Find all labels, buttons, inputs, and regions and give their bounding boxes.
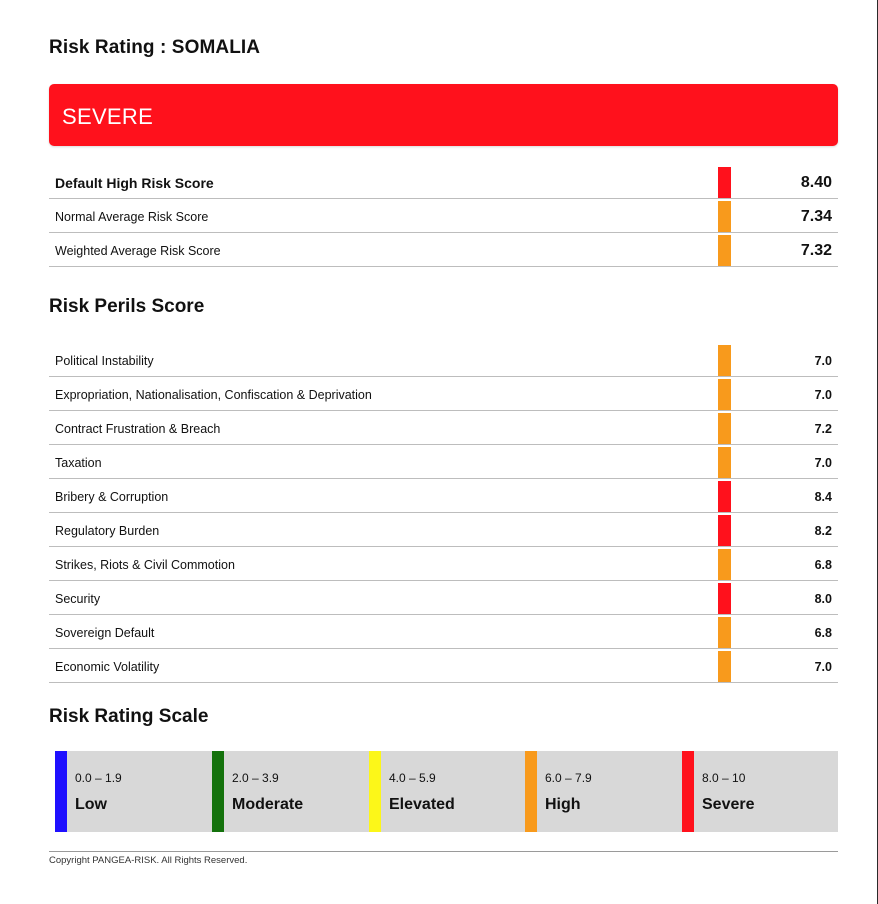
risk-level-swatch bbox=[718, 201, 731, 232]
risk-level-banner bbox=[49, 84, 838, 146]
risk-score-table bbox=[49, 166, 838, 267]
scale-label: Low bbox=[75, 796, 107, 813]
scale-color-bar bbox=[369, 751, 381, 832]
score-value: 7.32 bbox=[800, 242, 832, 259]
scale-label: Elevated bbox=[389, 796, 455, 813]
risk-perils-table bbox=[49, 344, 838, 683]
peril-row bbox=[49, 378, 838, 411]
risk-level-swatch bbox=[718, 235, 731, 266]
risk-level-swatch bbox=[718, 549, 731, 580]
risk-level-label: SEVERE bbox=[62, 104, 154, 129]
perils-heading: Risk Perils Score bbox=[49, 296, 205, 317]
risk-level-swatch bbox=[718, 413, 731, 444]
scale-range: 8.0 – 10 bbox=[702, 771, 746, 785]
peril-score: 7.0 bbox=[814, 388, 832, 402]
peril-label: Strikes, Riots & Civil Commotion bbox=[55, 558, 235, 572]
score-row bbox=[49, 234, 838, 267]
peril-label: Economic Volatility bbox=[55, 660, 160, 674]
peril-label: Political Instability bbox=[55, 354, 154, 368]
scale-heading: Risk Rating Scale bbox=[49, 706, 209, 727]
peril-row bbox=[49, 650, 838, 683]
scale-range: 4.0 – 5.9 bbox=[389, 771, 436, 785]
risk-level-swatch bbox=[718, 379, 731, 410]
scale-item-severe bbox=[682, 751, 832, 832]
peril-label: Expropriation, Nationalisation, Confiscation & Deprivation bbox=[55, 388, 372, 402]
peril-score: 8.2 bbox=[814, 524, 832, 538]
scale-range: 2.0 – 3.9 bbox=[232, 771, 279, 785]
peril-row bbox=[49, 480, 838, 513]
page-title: Risk Rating : SOMALIA bbox=[49, 37, 261, 58]
scale-color-bar bbox=[682, 751, 694, 832]
peril-row bbox=[49, 616, 838, 649]
peril-score: 8.0 bbox=[814, 592, 832, 606]
copyright-text: Copyright PANGEA-RISK. All Rights Reserved. bbox=[49, 855, 248, 866]
score-label: Normal Average Risk Score bbox=[55, 210, 209, 224]
peril-label: Regulatory Burden bbox=[55, 524, 160, 538]
peril-row bbox=[49, 412, 838, 445]
risk-level-swatch bbox=[718, 481, 731, 512]
peril-label: Taxation bbox=[55, 456, 102, 470]
risk-level-swatch bbox=[718, 515, 731, 546]
peril-row bbox=[49, 548, 838, 581]
peril-label: Contract Frustration & Breach bbox=[55, 422, 221, 436]
peril-row bbox=[49, 344, 838, 377]
risk-level-swatch bbox=[718, 345, 731, 376]
scale-range: 0.0 – 1.9 bbox=[75, 771, 122, 785]
peril-score: 7.2 bbox=[814, 422, 832, 436]
scale-label: High bbox=[545, 796, 581, 813]
scale-color-bar bbox=[212, 751, 224, 832]
peril-score: 8.4 bbox=[814, 490, 832, 504]
score-value: 7.34 bbox=[800, 208, 832, 225]
scale-item-moderate bbox=[212, 751, 362, 832]
scale-color-bar bbox=[525, 751, 537, 832]
score-row bbox=[49, 166, 838, 199]
peril-score: 6.8 bbox=[814, 626, 832, 640]
risk-level-swatch bbox=[718, 167, 731, 198]
score-label: Default High Risk Score bbox=[55, 175, 214, 191]
scale-color-bar bbox=[55, 751, 67, 832]
peril-score: 7.0 bbox=[814, 456, 832, 470]
peril-row bbox=[49, 582, 838, 615]
scale-item-high bbox=[525, 751, 675, 832]
peril-row bbox=[49, 514, 838, 547]
scale-label: Severe bbox=[702, 796, 755, 813]
peril-score: 7.0 bbox=[814, 354, 832, 368]
scale-label: Moderate bbox=[232, 796, 304, 813]
scale-item-low bbox=[55, 751, 205, 832]
peril-score: 7.0 bbox=[814, 660, 832, 674]
peril-score: 6.8 bbox=[814, 558, 832, 572]
score-row bbox=[49, 200, 838, 233]
risk-level-swatch bbox=[718, 651, 731, 682]
peril-row bbox=[49, 446, 838, 479]
risk-rating-scale bbox=[55, 751, 838, 832]
footer-divider bbox=[49, 851, 838, 852]
risk-level-swatch bbox=[718, 583, 731, 614]
peril-label: Sovereign Default bbox=[55, 626, 155, 640]
scale-range: 6.0 – 7.9 bbox=[545, 771, 592, 785]
risk-level-swatch bbox=[718, 447, 731, 478]
risk-level-swatch bbox=[718, 617, 731, 648]
score-label: Weighted Average Risk Score bbox=[55, 244, 221, 258]
scale-item-elevated bbox=[369, 751, 519, 832]
score-value: 8.40 bbox=[800, 174, 832, 191]
peril-label: Security bbox=[55, 592, 101, 606]
peril-label: Bribery & Corruption bbox=[55, 490, 169, 504]
